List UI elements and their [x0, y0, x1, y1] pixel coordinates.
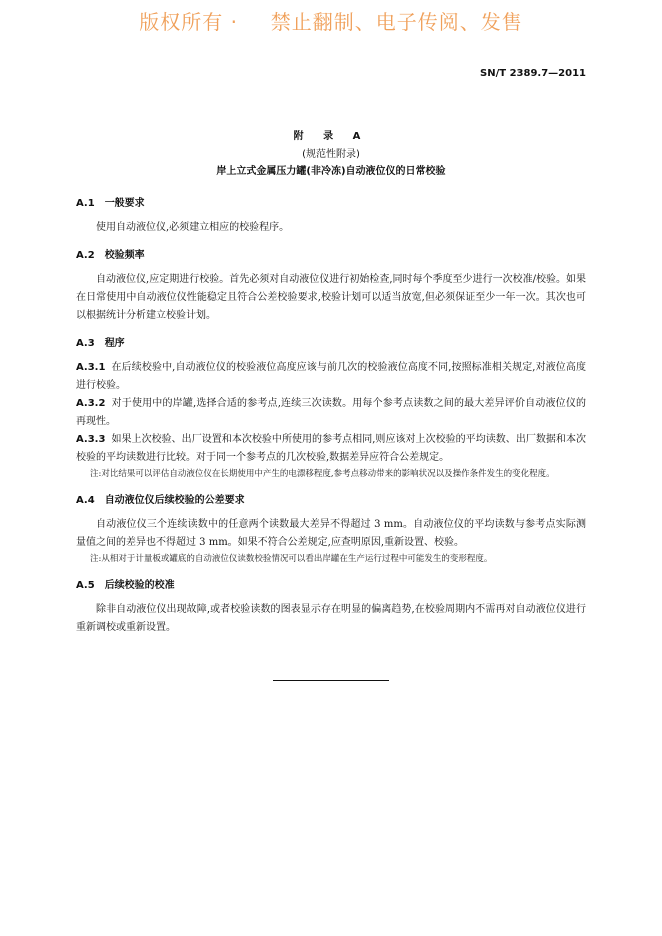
clause-number: A.3.3: [76, 434, 106, 445]
clause-a3-1: [76, 359, 586, 395]
section-number: A.3: [76, 338, 95, 349]
annex-title: 岸上立式金属压力罐(非冷冻)自动液位仪的日常校验: [216, 166, 446, 177]
clause-a3-2: [76, 395, 586, 431]
clause-a3-3: [76, 431, 586, 467]
watermark-text-prohibition: 禁止翻制、电子传阅、发售: [270, 10, 523, 34]
section-a3-note: 注:对比结果可以评估自动液位仪在长期使用中产生的电漂移程度,参考点移动带来的影响状况以及操作条件发生的变化程度。: [90, 469, 555, 479]
section-a1-heading: [76, 195, 586, 213]
section-title: 自动液位仪后续校验的公差要求: [104, 495, 245, 506]
clause-number: A.3.2: [76, 398, 106, 409]
clause-text: 在后续校验中,自动液位仪的校验液位高度应该与前几次的校验液位高度不同,按照标准相关规定,对液位高度进行校验。: [76, 362, 586, 391]
section-number: A.5: [76, 580, 95, 591]
watermark-text-rights: 版权所有 ·: [139, 10, 238, 34]
annex-label: 附 录 A: [293, 131, 369, 142]
watermark-banner: [0, 6, 662, 35]
clause-text: 如果上次校验、出厂设置和本次校验中所使用的参考点相同,则应该对上次校验的平均读数、出厂数据和本次校验的平均读数进行比较。对于同一个参考点的几次校验,数据差异应符合公差规定。: [76, 434, 586, 463]
document-body: [76, 195, 586, 637]
section-a4-text: 自动液位仪三个连续读数中的任意两个读数最大差异不得超过 3 mm。自动液位仪的平均读数与参考点实际测量值之间的差异也不得超过 3 mm。如果不符合公差规定,应查明原因,重新设置、校验。: [76, 519, 586, 548]
annex-heading: [0, 128, 662, 181]
section-a5-text: 除非自动液位仪出现故障,或者校验读数的图表显示存在明显的偏离趋势,在校验周期内不需再对自动液位仪进行重新调校或重新设置。: [76, 604, 586, 633]
clause-number: A.3.1: [76, 362, 106, 373]
section-title: 后续校验的校准: [104, 580, 175, 591]
section-title: 一般要求: [104, 198, 145, 209]
section-a2-heading: [76, 247, 586, 265]
section-title: 校验频率: [104, 250, 145, 261]
section-title: 程序: [104, 338, 125, 349]
section-a4-note: 注:从相对于计量板或罐底的自动液位仪读数校验情况可以看出岸罐在生产运行过程中可能发生的变形程度。: [90, 554, 493, 564]
section-a5-heading: [76, 577, 586, 595]
section-number: A.4: [76, 495, 95, 506]
annex-nature: (规范性附录): [302, 148, 360, 160]
standard-code: SN/T 2389.7—2011: [480, 68, 586, 79]
section-number: A.2: [76, 250, 95, 261]
section-a2-text: 自动液位仪,应定期进行校验。首先必须对自动液位仪进行初始检查,同时每个季度至少进行一次校准/校验。如果在日常使用中自动液位仪性能稳定且符合公差校验要求,校验计划可以适当放宽,但必须保证至少一年一次。其次也可以根据统计分析建立校验计划。: [76, 274, 586, 321]
end-of-document-line: [273, 680, 389, 681]
section-a4-heading: [76, 492, 586, 510]
clause-text: 对于使用中的岸罐,选择合适的参考点,连续三次读数。用每个参考点读数之间的最大差异评价自动液位仪的再现性。: [76, 398, 586, 427]
section-a3-heading: [76, 335, 586, 353]
section-number: A.1: [76, 198, 95, 209]
section-a1-text: 使用自动液位仪,必须建立相应的校验程序。: [96, 222, 290, 233]
